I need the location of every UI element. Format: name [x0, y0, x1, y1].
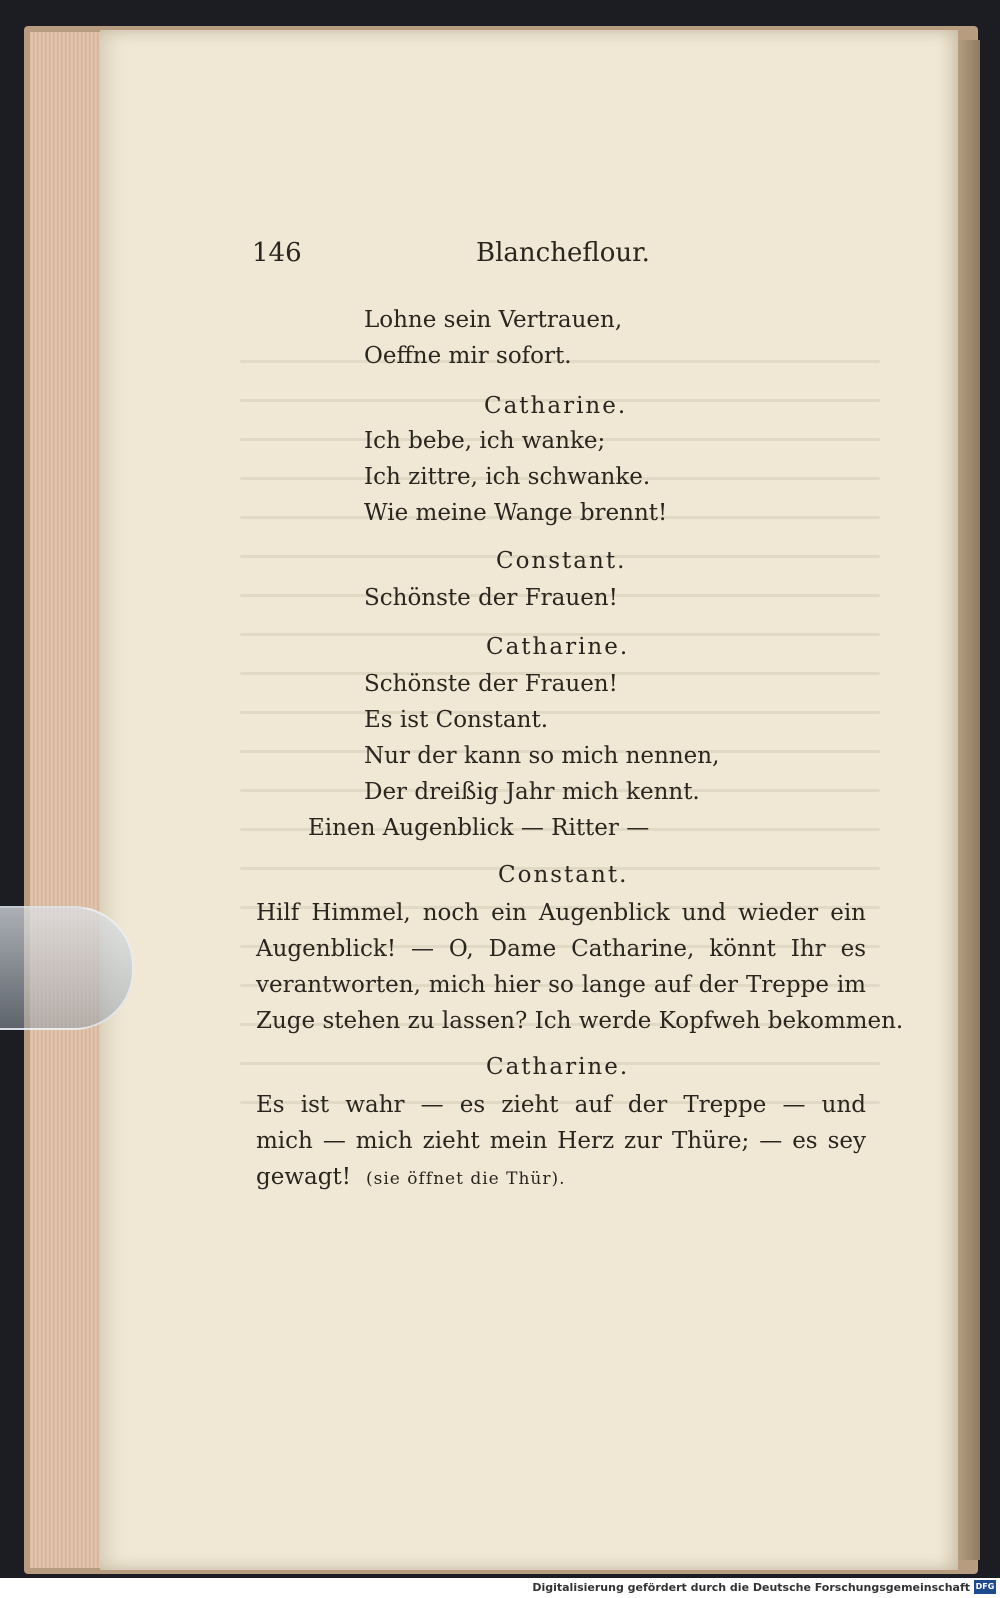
prose-line: Augenblick! — O, Dame Catharine, könnt Ihr es [256, 936, 866, 962]
verse-line: Oeffne mir sofort. [364, 343, 572, 369]
verse-line: Einen Augenblick — Ritter — [308, 815, 650, 841]
prose-line: Hilf Himmel, noch ein Augenblick und wieder ein [256, 900, 866, 926]
page-clip [0, 906, 134, 1030]
prose-line: Es ist wahr — es zieht auf der Treppe — und [256, 1092, 866, 1118]
verse-line: Lohne sein Vertrauen, [364, 307, 623, 333]
speaker-name: Constant. [498, 862, 629, 888]
verse-line: Schönste der Frauen! [364, 585, 618, 611]
footer-credit: Digitalisierung gefördert durch die Deutsche Forschungsgemeinschaft [532, 1581, 970, 1594]
prose-line: gewagt! [256, 1164, 351, 1190]
speaker-name: Catharine. [484, 393, 628, 419]
verse-line: Wie meine Wange brennt! [364, 500, 668, 526]
running-title: Blancheflour. [476, 238, 650, 268]
prose-line: mich — mich zieht mein Herz zur Thüre; — es sey [256, 1128, 866, 1154]
stage-direction: (sie öffnet die Thür). [366, 1169, 566, 1189]
footer-bar [0, 1578, 1000, 1598]
verse-line: Es ist Constant. [364, 707, 548, 733]
verse-line: Schönste der Frauen! [364, 671, 618, 697]
prose-line: Zuge stehen zu lassen? Ich werde Kopfweh bekommen. [256, 1008, 904, 1034]
verse-line: Ich zittre, ich schwanke. [364, 464, 651, 490]
verse-line: Ich bebe, ich wanke; [364, 428, 606, 454]
prose-line: verantworten, mich hier so lange auf der Treppe im [256, 972, 866, 998]
dfg-logo: DFG [974, 1580, 996, 1594]
speaker-name: Constant. [496, 548, 627, 574]
speaker-name: Catharine. [486, 634, 630, 660]
verse-line: Der dreißig Jahr mich kennt. [364, 779, 700, 805]
speaker-name: Catharine. [486, 1054, 630, 1080]
page-number: 146 [252, 238, 302, 268]
verse-line: Nur der kann so mich nennen, [364, 743, 720, 769]
